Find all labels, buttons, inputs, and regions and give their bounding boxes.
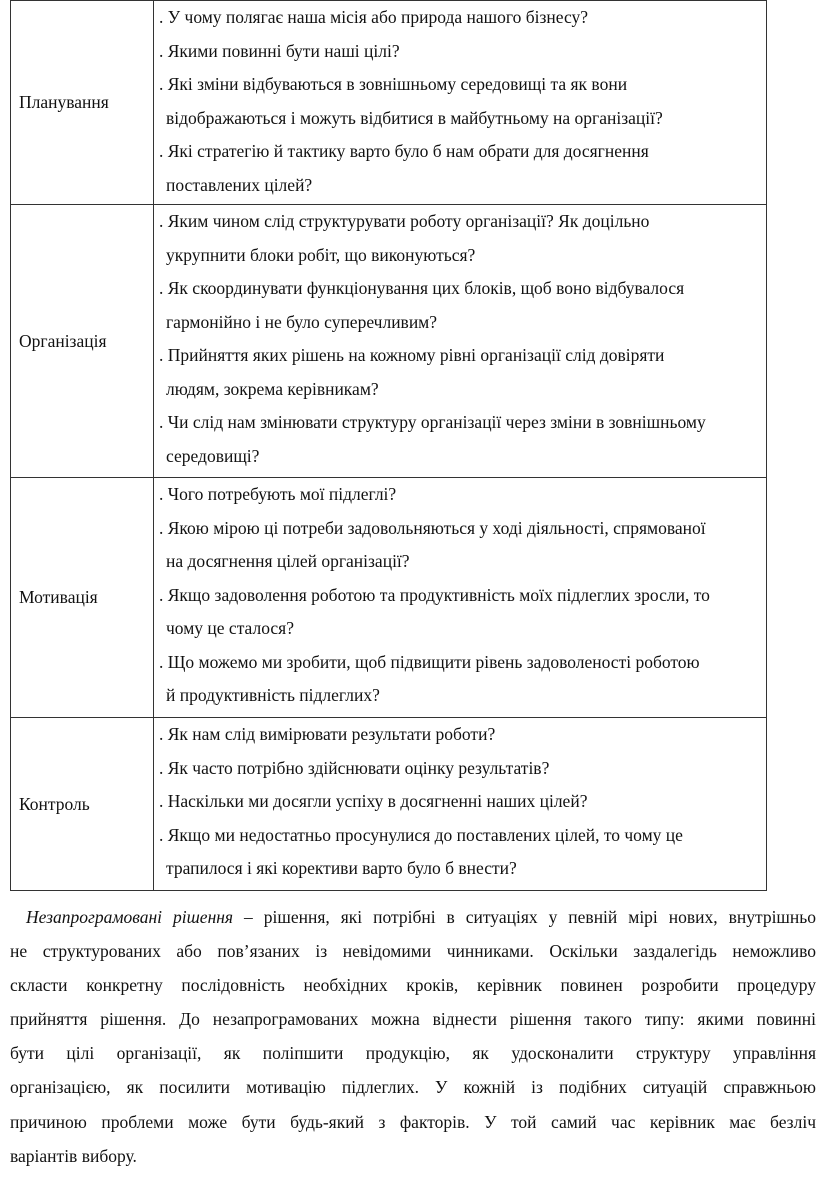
question-continuation-line: трапилося і які корективи варто було б внести?	[166, 858, 517, 878]
questions-cell	[154, 205, 767, 478]
paragraph-line: скласти конкретну послідовність необхідних кроків, керівник повинен розробити процедуру	[10, 975, 816, 996]
paragraph-first-line-text: – рішення, які потрібні в ситуаціях у певній мірі нових, внутрішньо	[233, 907, 816, 927]
question-line: . Чи слід нам змінювати структуру організації через зміни в зовнішньому	[159, 412, 706, 432]
questions-cell	[154, 1, 767, 205]
question-line: . Прийняття яких рішень на кожному рівні організації слід довіряти	[159, 345, 665, 365]
unprogrammed-decisions-paragraph	[10, 900, 816, 1173]
question-item	[159, 718, 760, 752]
paragraph-line: прийняття рішення. До незапрограмованих можна віднести рішення такого типу: якими повинні	[10, 1009, 816, 1030]
question-item	[159, 478, 760, 512]
paragraph-line: варіантів вибору.	[10, 1145, 137, 1166]
question-continuation-line: й продуктивність підлеглих?	[166, 685, 380, 705]
question-item	[159, 512, 760, 579]
function-name-cell: Планування	[11, 1, 154, 205]
question-line: . Яким чином слід структурувати роботу організації? Як доцільно	[159, 211, 650, 231]
question-item	[159, 272, 760, 339]
question-item	[159, 205, 760, 272]
question-line: . Якщо задоволення роботою та продуктивність моїх підлеглих зросли, то	[159, 584, 710, 605]
paragraph-line: організацією, як посилити мотивацію підлеглих. У кожній із подібних ситуацій справжньою	[10, 1077, 816, 1098]
paragraph-line: причиною проблеми може бути будь-який з факторів. У той самий час керівник має безліч	[10, 1111, 816, 1132]
question-continuation-line: гармонійно і не було суперечливим?	[166, 311, 438, 332]
management-functions-table	[10, 0, 767, 891]
question-line: . У чому полягає наша місія або природа нашого бізнесу?	[159, 7, 589, 27]
question-line: . Як часто потрібно здійснювати оцінку результатів?	[159, 757, 550, 778]
question-line: . Що можемо ми зробити, щоб підвищити рівень задоволеності роботою	[159, 651, 700, 672]
question-continuation-line: поставлених цілей?	[166, 174, 313, 195]
questions-cell	[154, 478, 767, 718]
question-line: . Як нам слід вимірювати результати роботи?	[159, 724, 496, 744]
question-item	[159, 785, 760, 819]
paragraph-term: Незапрограмовані рішення	[26, 907, 234, 927]
questions-cell	[154, 718, 767, 891]
table-body	[11, 1, 767, 891]
question-continuation-line: укрупнити блоки робіт, що виконуються?	[166, 244, 476, 265]
paragraph-line: бути цілі організації, як поліпшити продукцію, як удосконалити структуру управління	[10, 1043, 816, 1064]
question-line: . Наскільки ми досягли успіху в досягненні наших цілей?	[159, 791, 588, 811]
question-line: . Які стратегію й тактику варто було б нам обрати для досягнення	[159, 141, 649, 161]
question-item	[159, 646, 760, 713]
question-line: . Якими повинні бути наші цілі?	[159, 40, 400, 61]
table-row	[11, 478, 767, 718]
question-continuation-line: чому це сталося?	[166, 618, 294, 638]
question-item	[159, 752, 760, 786]
question-item	[159, 35, 760, 69]
question-item	[159, 1, 760, 35]
table-row	[11, 1, 767, 205]
question-item	[159, 339, 760, 406]
question-line: . Як скоординувати функціонування цих блоків, щоб воно відбувалося	[159, 278, 685, 298]
question-continuation-line: на досягнення цілей організації?	[166, 551, 410, 571]
function-name-cell: Організація	[11, 205, 154, 478]
paragraph-line	[10, 900, 816, 934]
question-item	[159, 819, 760, 886]
table-row	[11, 718, 767, 891]
question-item	[159, 406, 760, 473]
question-item	[159, 68, 760, 135]
question-line: . Якщо ми недостатньо просунулися до поставлених цілей, то чому це	[159, 824, 683, 845]
question-continuation-line: відображаються і можуть відбитися в майбутньому на організації?	[166, 107, 663, 128]
question-item	[159, 579, 760, 646]
table-row	[11, 205, 767, 478]
question-continuation-line: середовищі?	[166, 445, 260, 466]
paragraph-line: не структурованих або пов’язаних із невідомими чинниками. Оскільки заздалегідь неможливо	[10, 941, 816, 962]
function-name-cell: Мотивація	[11, 478, 154, 718]
function-name-cell: Контроль	[11, 718, 154, 891]
question-line: . Які зміни відбуваються в зовнішньому середовищі та як вони	[159, 74, 628, 94]
question-item	[159, 135, 760, 202]
question-line: . Якою мірою ці потреби задовольняються у ході діяльності, спрямованої	[159, 517, 706, 538]
question-continuation-line: людям, зокрема керівникам?	[166, 378, 379, 399]
question-line: . Чого потребують мої підлеглі?	[159, 484, 397, 504]
